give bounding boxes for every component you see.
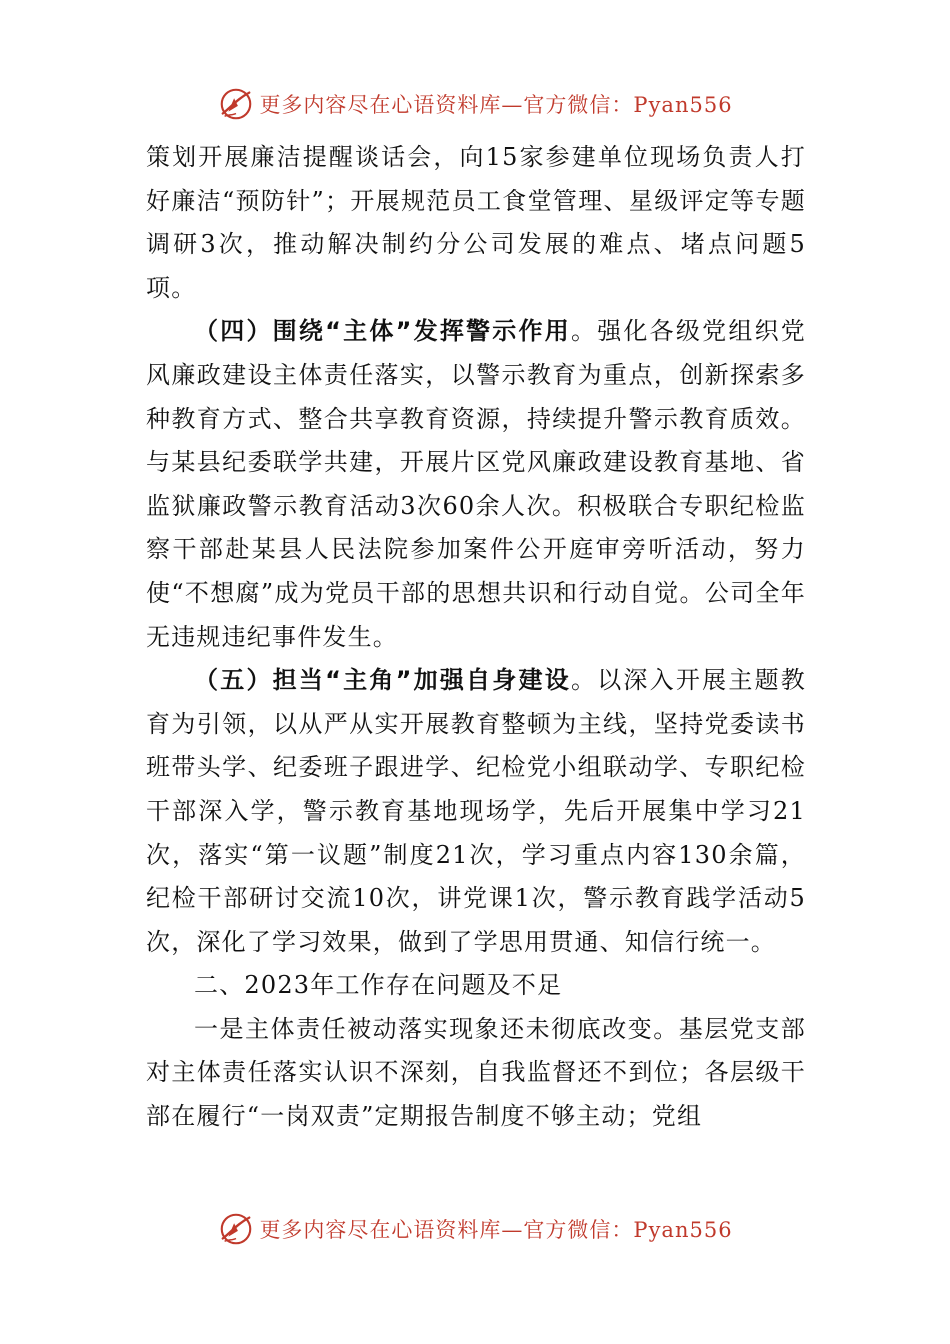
pen-logo-icon [217,85,255,123]
document-body [146,136,806,1139]
pen-logo-icon [217,1210,255,1248]
section-four-body: 。强化各级党组织党风廉政建设主体责任落实，以警示教育为重点，创新探索多种教育方式、整合共享教育资源，持续提升警示教育质效。与某县纪委联学共建，开展片区党风廉政建设教育基地、省监狱廉政警示教育活动3次60余人次。积极联合专职纪检监察干部赴某县人民法院参加案件公开庭审旁听活动，努力使“不想腐”成为党员干部的思想共识和行动自觉。公司全年无违规违纪事件发生。 [146,317,806,651]
paragraph-section-four [146,310,806,659]
section-four-heading: （四）围绕“主体”发挥警示作用 [194,317,571,346]
banner-text: 更多内容尽在心语资料库—官方微信：Pyan556 [259,93,733,117]
section-two-heading: 二、2023年工作存在问题及不足 [194,971,563,1000]
header-banner [0,82,950,126]
banner-text: 更多内容尽在心语资料库—官方微信：Pyan556 [259,1218,733,1242]
paragraph-problem-one: 一是主体责任被动落实现象还未彻底改变。基层党支部对主体责任落实认识不深刻，自我监督还不到位；各层级干部在履行“一岗双责”定期报告制度不够主动；党组 [146,1014,806,1131]
paragraph-section-five [146,659,806,964]
section-five-body: 。以深入开展主题教育为引领，以从严从实开展教育整顿为主线，坚持党委读书班带头学、纪委班子跟进学、纪检党小组联动学、专职纪检干部深入学，警示教育基地现场学，先后开展集中学习21次，落实“第一议题”制度21次，学习重点内容130余篇，纪检干部研讨交流10次，讲党课1次，警示教育践学活动5次，深化了学习效果，做到了学思用贯通、知信行统一。 [146,666,806,956]
paragraph-continuation: 策划开展廉洁提醒谈话会，向15家参建单位现场负责人打好廉洁“预防针”；开展规范员工食堂管理、星级评定等专题调研3次，推动解决制约分公司发展的难点、堵点问题5项。 [146,143,806,302]
section-five-heading: （五）担当“主角”加强自身建设 [194,666,571,695]
footer-banner [0,1207,950,1251]
